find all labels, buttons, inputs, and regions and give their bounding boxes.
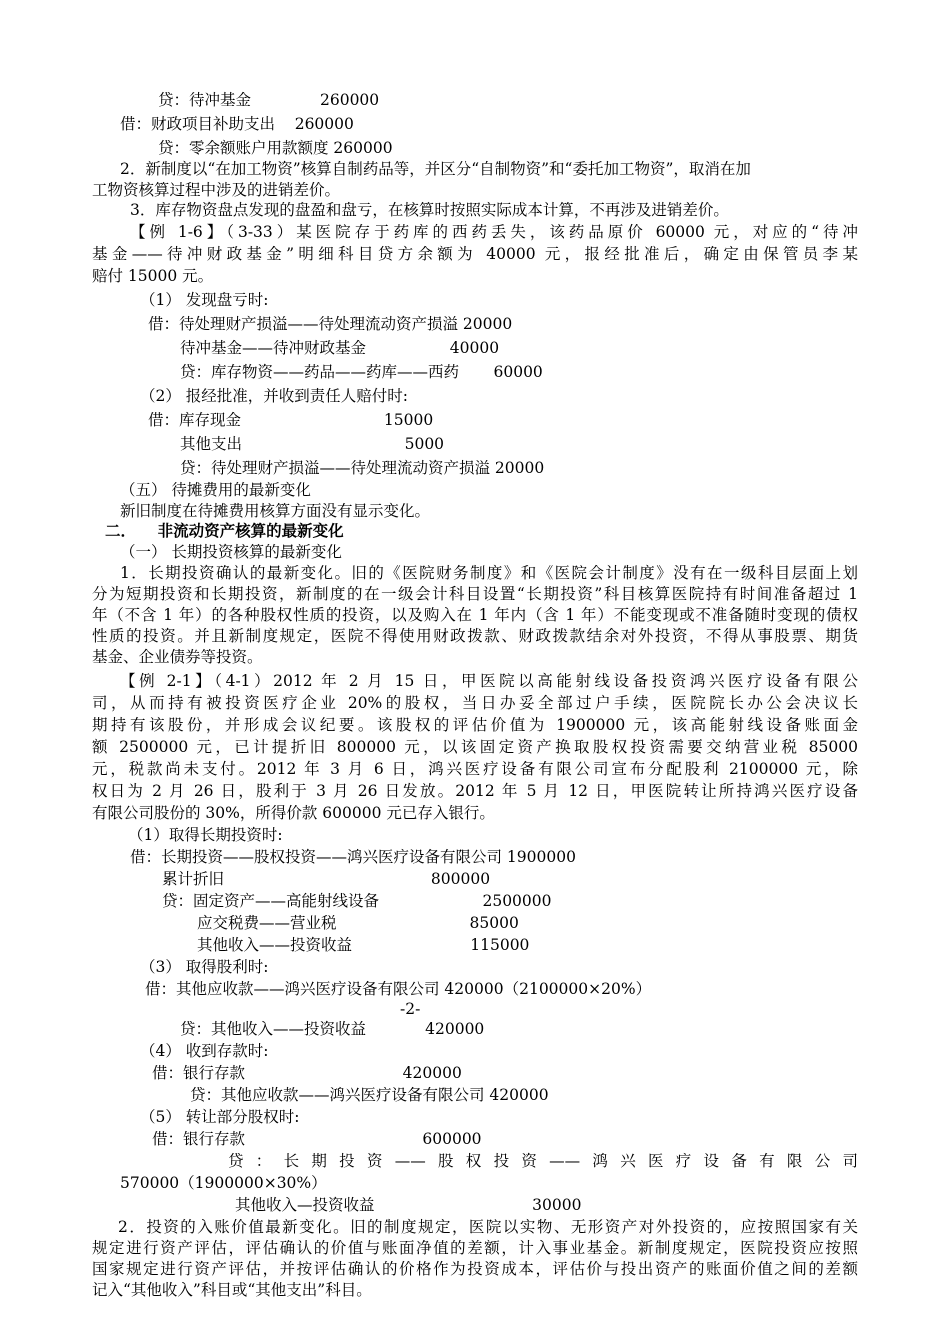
entry-line: 贷：库存物资——药品——药库——西药 60000 (180, 363, 543, 381)
example-line: 期持有该股份，并形成会议纪要。该股权的评估价值为 1900000 元，该高能射线设备账面金 (92, 716, 858, 734)
example-line: 【例 1-6】（3-33）某医院存于药库的西药丢失，该药品原价 60000 元，对应的“待冲 (130, 223, 858, 241)
entry-line: 贷：固定资产——高能射线设备 2500000 (162, 892, 552, 910)
step-heading: （1）取得长期投资时: (128, 826, 283, 844)
entry-line: 贷：待冲基金 260000 (158, 91, 380, 109)
step-heading: （4） 收到存款时: (140, 1042, 269, 1060)
step-heading: （2） 报经批准，并收到责任人赔付时: (140, 387, 409, 405)
paragraph-line: 规定进行资产评估，评估确认的价值与账面净值的差额，计入事业基金。新制度规定，医院投资应按照 (92, 1239, 858, 1257)
paragraph-line: 基金、企业债券等投资。 (92, 648, 263, 666)
paragraph-line: 3．库存物资盘点发现的盘盈和盘亏，在核算时按照实际成本计算，不再涉及进销差价。 (130, 201, 729, 219)
paragraph-line: 1．长期投资确认的最新变化。旧的《医院财务制度》和《医院会计制度》没有在一级科目层面上划 (120, 564, 858, 582)
example-line: 基金——待冲财政基金”明细科目贷方余额为 40000 元，报经批准后，确定由保管员李某 (92, 245, 858, 263)
paragraph-line: 年（不含 1 年）的各种股权性质的投资，以及购入在 1 年内（含 1 年）不能变现或不准备随时变现的债权 (92, 606, 858, 624)
entry-line: 贷：其他收入——投资收益 420000 (180, 1020, 485, 1038)
entry-line: 借：财政项目补助支出 260000 (120, 115, 354, 133)
entry-line: 其他收入——投资收益 115000 (197, 936, 530, 954)
example-line: 有限公司股份的 30%，所得价款 600000 元已存入银行。 (92, 804, 495, 822)
step-heading: （3） 取得股利时: (140, 958, 269, 976)
entry-line: 借：库存现金 15000 (148, 411, 434, 429)
entry-line: 借：银行存款 600000 (152, 1130, 482, 1148)
chapter-heading: 二． 非流动资产核算的最新变化 (105, 521, 344, 540)
paragraph-line: 工物资核算过程中涉及的进销差价。 (92, 181, 341, 199)
paragraph-line: 性质的投资。并且新制度规定，医院不得使用财政拨款、财政拨款结余对外投资，不得从事股票、期货 (92, 627, 858, 645)
entry-line: 借：长期投资——股权投资——鸿兴医疗设备有限公司 1900000 (130, 848, 576, 866)
entry-line: 其他收入—投资收益 30000 (235, 1196, 582, 1214)
example-line: 额 2500000 元，已计提折旧 800000 元，以该固定资产换取股权投资需要交纳营业税 85000 (92, 738, 858, 756)
entry-line: 借：其他应收款——鸿兴医疗设备有限公司 420000（2100000×20%） (145, 980, 652, 998)
section-heading: （一） 长期投资核算的最新变化 (120, 543, 342, 561)
entry-line: 贷：其他应收款——鸿兴医疗设备有限公司 420000 (190, 1086, 549, 1104)
paragraph-line: 记入“其他收入”科目或“其他支出”科目。 (92, 1281, 372, 1299)
entry-line: 借：待处理财产损溢——待处理流动资产损溢 20000 (148, 315, 513, 333)
page-number: -2- (400, 1000, 421, 1018)
paragraph-line: 2．新制度以“在加工物资”核算自制药品等，并区分“自制物资”和“委托加工物资”，取消在加 (120, 160, 751, 178)
paragraph-line: 国家规定进行资产评估，并按评估确认的价格作为投资成本，评估价与投出资产的账面价值之间的差额 (92, 1260, 858, 1278)
example-line: 司，从而持有被投资医疗企业 20%的股权，当日办妥全部过户手续，医院院长办公会决议长 (92, 694, 858, 712)
example-line: 权日为 2 月 26 日，股利于 3 月 26 日发放。2012 年 5 月 12 日，甲医院转让所持鸿兴医疗设备 (92, 782, 858, 800)
entry-line: 贷：待处理财产损溢——待处理流动资产损溢 20000 (180, 459, 545, 477)
entry-line: 累计折旧 800000 (162, 870, 491, 888)
entry-line: 借：银行存款 420000 (152, 1064, 462, 1082)
example-line: 【例 2-1】（4-1）2012 年 2 月 15 日，甲医院以高能射线设备投资鸿兴医疗设备有限公 (120, 672, 858, 690)
entry-line: 570000（1900000×30%） (120, 1174, 327, 1192)
entry-line: 贷：长期投资——股权投资——鸿兴医疗设备有限公司 (228, 1152, 858, 1170)
entry-line: 其他支出 5000 (180, 435, 445, 453)
entry-line: 应交税费——营业税 85000 (197, 914, 519, 932)
entry-line: 贷：零余额账户用款额度 260000 (158, 139, 393, 157)
example-line: 赔付 15000 元。 (92, 267, 214, 285)
step-heading: （1） 发现盘亏时: (140, 291, 269, 309)
paragraph-line: 2．投资的入账价值最新变化。旧的制度规定，医院以实物、无形资产对外投资的，应按照国家有关 (118, 1218, 858, 1236)
section-heading: （五） 待摊费用的最新变化 (120, 481, 311, 499)
entry-line: 待冲基金——待冲财政基金 40000 (180, 339, 500, 357)
step-heading: （5） 转让部分股权时: (140, 1108, 300, 1126)
example-line: 元，税款尚未支付。2012 年 3 月 6 日，鸿兴医疗设备有限公司宣布分配股利 2100000 元，除 (92, 760, 858, 778)
paragraph-line: 分为短期投资和长期投资，新制度的在一级会计科目设置“长期投资”科目核算医院持有时间准备超过 1 (92, 585, 858, 603)
paragraph-line: 新旧制度在待摊费用核算方面没有显示变化。 (120, 502, 431, 520)
